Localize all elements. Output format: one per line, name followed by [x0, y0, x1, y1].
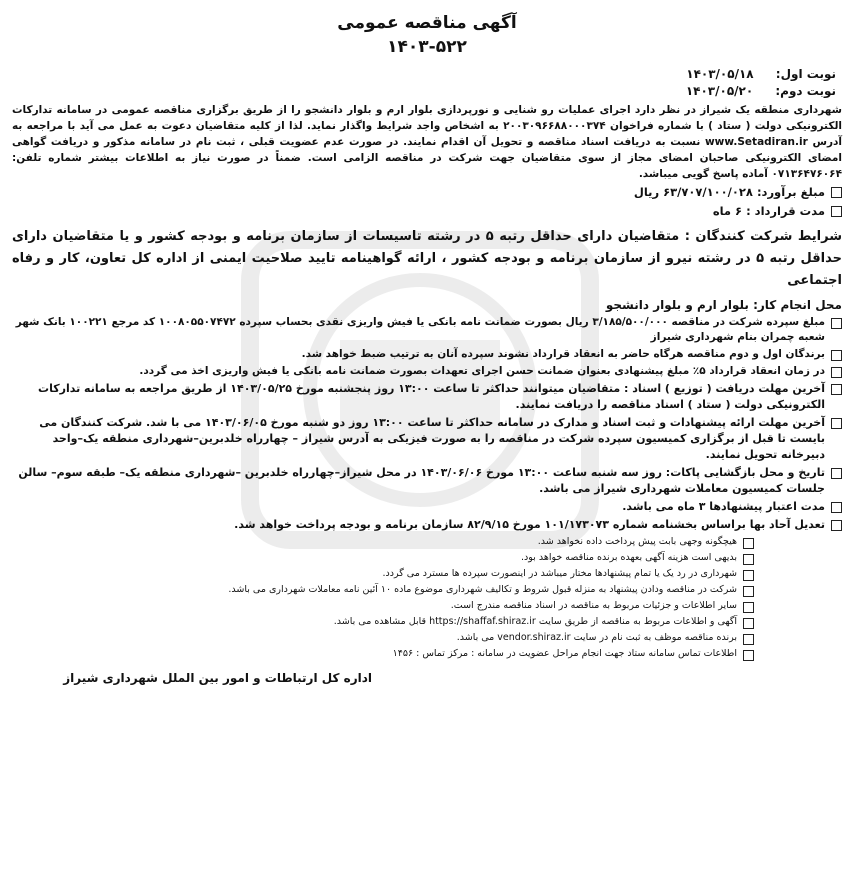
- first-date-value: ۱۴۰۳/۰۵/۱۸: [686, 67, 754, 81]
- list-item: مبلغ سپرده شرکت در مناقصه ۳/۱۸۵/۵۰۰/۰۰۰ ریال بصورت ضمانت نامه بانکی یا فیش واریزی نقدی بحساب سپرده ۱۰۰۸۰۵۵۰۷۴۷۲ کد مرجع ۱۰۰۲۲۱ بانک شهر شعبه چمران بنام شهرداری شیراز: [12, 315, 842, 345]
- first-publication-date: [12, 66, 836, 83]
- checkbox-icon: [831, 502, 842, 513]
- checkbox-icon: [831, 187, 842, 198]
- list-item: برندگان اول و دوم مناقصه هرگاه حاضر به انعقاد قرارداد نشوند سپرده آنان به ترتیب ضبط خواهد شد.: [12, 347, 842, 362]
- intro-paragraph: شهرداری منطقه یک شیراز در نظر دارد اجرای عملیات رو شنایی و نورپردازی بلوار ارم و بلوار دانشجو را از طریق برگزاری مناقصه عمومی در سامانه تدارکات الکترونیکی دولت ( ستاد ) با شماره فراخوان ۲۰۰۳۰۹۶۶۸۸۰۰۰۳۷۴ به اشخاص واجد شرایط واگذار نماید. لذا از کلیه متقاضیان دعوت به عمل می آید با مراجعه به آدرس www.Setadiran.ir نسبت به دریافت اسناد مناقصه و تحویل آن اقدام نمایند. در صورت عدم عضویت قبلی ، ثبت نام در سامانه مذکور و دریافت گواهی امضای الکترونیکی صاحبان امضای مجاز از سوی متقاضیان جهت شرکت در مناقصه الزامی است. ضمناً در صورت نیاز به اطلاعات بیشتر شماره تلفن: ۰۷۱۳۶۴۷۶۰۶۴ آماده پاسخ گویی میباشد.: [12, 104, 842, 180]
- checkbox-icon: [831, 520, 842, 531]
- checkbox-icon: [743, 618, 754, 629]
- sub-list-item: آگهی و اطلاعات مربوط به مناقصه از طریق سایت https://shaffaf.shiraz.ir قابل مشاهده می باشد.: [12, 615, 754, 629]
- first-date-label: نوبت اول:: [775, 67, 836, 81]
- duration-text: مدت قرارداد : ۶ ماه: [712, 204, 825, 218]
- checkbox-icon: [743, 554, 754, 565]
- checkbox-icon: [743, 634, 754, 645]
- sub-list-item: برنده مناقصه موظف به ثبت نام در سایت vendor.shiraz.ir می باشد.: [12, 631, 754, 645]
- checkbox-icon: [831, 418, 842, 429]
- list-item: تعدیل آحاد بها براساس بخشنامه شماره ۱۰۱/۱۷۳۰۷۳ مورخ ۸۲/۹/۱۵ سازمان برنامه و بودجه پرداخت خواهد شد.: [12, 517, 842, 533]
- list-item: آخرین مهلت ارائه پیشنهادات و ثبت اسناد و مدارک در سامانه حداکثر تا ساعت ۱۳:۰۰ روز دو شنبه مورخ ۱۴۰۳/۰۶/۰۵ می با شد. شرکت کنندگان می بایست تا قبل از برگزاری کمیسیون سپرده شرکت در مناقصه را به صورت فیزیکی به آدرس شیراز – چهارراه خلدبرین–شهرداری منطقه یک–واحد دبیرخانه تحویل نمایند.: [12, 415, 842, 463]
- work-location: محل انجام کار: بلوار ارم و بلوار دانشجو: [605, 298, 842, 312]
- list-item: تاریخ و محل بازگشایی پاکات: روز سه شنبه ساعت ۱۳:۰۰ مورخ ۱۴۰۳/۰۶/۰۶ در محل شیراز–چهارراه خلدبرین –شهرداری منطقه یک– طبقه سوم– سالن جلسات کمیسیون معاملات شهرداری شیراز می باشد.: [12, 465, 842, 497]
- sub-list-item: هیچگونه وجهی بابت پیش پرداخت داده نخواهد شد.: [12, 535, 754, 549]
- estimate-text: مبلغ برآورد: ۶۳/۷۰۷/۱۰۰/۰۲۸ ریال: [633, 185, 825, 199]
- sub-list-item: بدیهی است هزینه آگهی بعهده برنده مناقصه خواهد بود.: [12, 551, 754, 565]
- sub-list-item: اطلاعات تماس سامانه ستاد جهت انجام مراحل عضویت در سامانه : مرکز تماس : ۱۴۵۶: [12, 647, 754, 661]
- second-date-value: ۱۴۰۳/۰۵/۲۰: [685, 84, 754, 98]
- checkbox-icon: [831, 318, 842, 329]
- list-item: مدت اعتبار پیشنهادها ۳ ماه می باشد.: [12, 499, 842, 515]
- checkbox-icon: [831, 384, 842, 395]
- checkbox-icon: [831, 367, 842, 378]
- estimate-line: [12, 184, 842, 201]
- sub-list-item: سایر اطلاعات و جزئیات مربوط به مناقصه در اسناد مناقصه مندرج است.: [12, 599, 754, 613]
- participant-conditions: شرایط شرکت کنندگان : متقاضیان دارای حداقل رتبه ۵ در رشته تاسیسات از سازمان برنامه و بودجه کشور و یا متقاضیان دارای حداقل رتبه ۵ در رشته نیرو از سازمان برنامه و بودجه کشور ، ارائه گواهینامه تایید صلاحیت ایمنی از اداره کل تعاون، کار و رفاه اجتماعی: [12, 229, 842, 288]
- checkbox-icon: [831, 468, 842, 479]
- tender-notice: [12, 6, 842, 873]
- sub-list-item: شرکت در مناقصه ودادن پیشنهاد به منزله قبول شروط و تکالیف شهرداری موضوع ماده ۱۰ آئین نامه معاملات شهرداری می باشد.: [12, 583, 754, 597]
- list-item: در زمان انعقاد قرارداد ۵٪ مبلغ پیشنهادی بعنوان ضمانت حسن اجرای تعهدات بصورت ضمانت نامه بانکی یا فیش واریزی اخذ می گردد.: [12, 364, 842, 379]
- notice-title: آگهی مناقصه عمومی: [337, 13, 517, 33]
- notice-number: ۱۴۰۳-۵۲۲: [387, 37, 467, 57]
- second-date-label: نوبت دوم:: [775, 84, 836, 98]
- checkbox-icon: [743, 586, 754, 597]
- list-item: آخرین مهلت دریافت ( توزیع ) اسناد : متقاضیان میتوانند حداکثر تا ساعت ۱۳:۰۰ روز پنجشنبه مورخ ۱۴۰۳/۰۵/۲۵ از طریق مراجعه به سامانه تدارکات الکترونیکی دولت ( ستاد ) اسناد مناقصه را دریافت نمایند.: [12, 381, 842, 413]
- checkbox-icon: [831, 350, 842, 361]
- checkbox-icon: [743, 570, 754, 581]
- checkbox-icon: [743, 650, 754, 661]
- issuer-signature: اداره کل ارتباطات و امور بین الملل شهرداری شیراز: [63, 671, 372, 685]
- duration-line: [12, 203, 842, 220]
- checkbox-icon: [743, 602, 754, 613]
- sub-list-item: شهرداری در رد یک یا تمام پیشنهادها مختار میباشد در اینصورت سپرده ها مسترد می گردد.: [12, 567, 754, 581]
- checkbox-icon: [831, 206, 842, 217]
- second-publication-date: [12, 83, 836, 100]
- checkbox-icon: [743, 538, 754, 549]
